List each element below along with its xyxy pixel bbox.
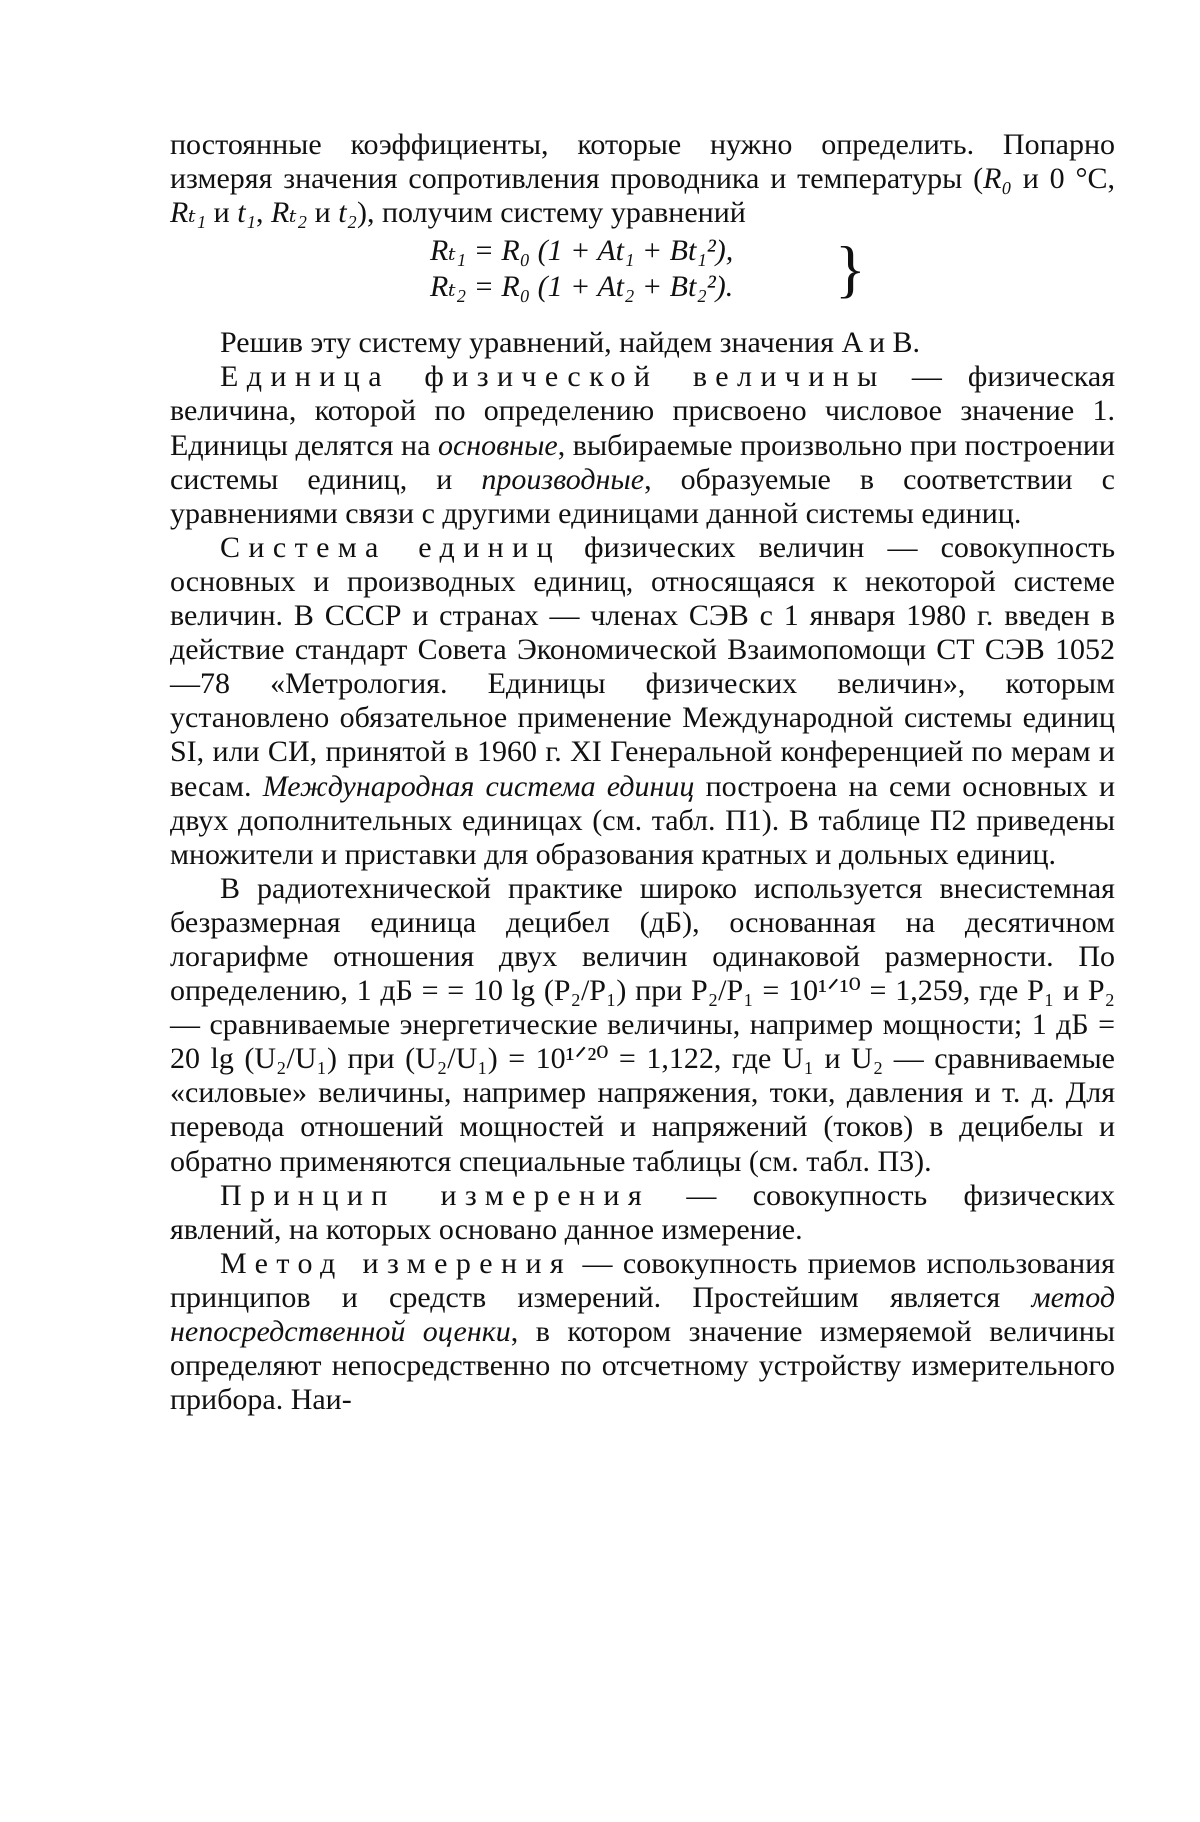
intro-line-3d: , xyxy=(255,196,271,230)
method-italic: метод непосредственной оценки xyxy=(170,1280,1115,1348)
unit-text-2: , выбираемые произвольно при построении системы единиц, и xyxy=(170,428,1115,496)
intro-line-3b: и 0 °С, xyxy=(1011,162,1115,196)
symbol-t1: t₁ xyxy=(237,196,256,230)
method-text: — совокупность приемов использования принципов и средств измерений. Простейшим является xyxy=(170,1246,1115,1314)
document-page xyxy=(170,128,1115,1417)
intro-paragraph xyxy=(170,128,1115,230)
intro-line-2: Попарно измеряя значения сопротивления проводника xyxy=(170,128,1115,196)
symbol-t2: t₂ xyxy=(338,196,357,230)
equation-system xyxy=(170,234,1115,312)
unit-text: — физическая величина, которой по определению присвоено числовое значение 1. Единицы делятся на xyxy=(170,360,1115,462)
method-term: Метод измерения xyxy=(220,1246,573,1280)
unit-term: Единица физической величины xyxy=(220,360,886,394)
equation-1: Rₜ₁ = R₀ (1 + At₁ + Bt₁²), xyxy=(430,234,734,268)
intro-line-1: постоянные коэффициенты, которые нужно определить. xyxy=(170,128,975,161)
unit-text-3: , образуемые в соответствии с уравнениями связи с другими единицами данной системы единиц. xyxy=(170,462,1115,530)
symbol-rt2: Rₜ₂ xyxy=(270,196,308,230)
intro-line-3f: ), получим систему xyxy=(356,196,604,230)
symbol-r0: R₀ xyxy=(983,162,1012,196)
solve-paragraph: Решив эту систему уравнений, найдем значения A и B. xyxy=(220,326,921,360)
right-brace-icon: } xyxy=(835,233,866,305)
system-text: физических величин — совокупность основных и производных единиц, относящаяся к некоторой системе величин. В СССР и странах — членах СЭВ с 1 января 1980 г. введен в действие стандарт Совета Экономической Взаимопомощи СТ СЭВ 1052—78 «Метрология. Единицы физических величин», которым установлено обязательное применение Международной системы единиц SI, или СИ, принятой в 1960 г. XI Генеральной конференцией по мерам и весам. xyxy=(170,530,1115,803)
principle-text: — совокупность физических явлений, на которых основано данное измерение. xyxy=(170,1178,1115,1246)
principle-paragraph xyxy=(170,1179,1115,1247)
system-term: Система единиц xyxy=(220,530,562,564)
system-text-2: построена на семи основных и двух дополнительных единицах (см. табл. П1). В таблице П2 приведены множители и приставки для образования кратных и дольных единиц. xyxy=(170,769,1115,871)
decibel-paragraph: В радиотехнической практике широко используется внесистемная безразмерная единица децибел (дБ), основанная на десятичном логарифме отношения двух величин одинаковой размерности. По определению, 1 дБ = = 10 lg (P₂/P₁) при P₂/P₁ = 10¹ᐟ¹⁰ = 1,259, где P₁ и P₂ — сравниваемые энергетические величины, например мощности; 1 дБ = 20 lg (U₂/U₁) при (U₂/U₁) = 10¹ᐟ²⁰ = 1,122, где U₁ и U₂ — сравниваемые «силовые» величины, например напряжения, токи, давления и т. д. Для перевода отношений мощностей и напряжений (токов) в децибелы и обратно применяются специальные таблицы (см. табл. П3). xyxy=(170,871,1116,1178)
method-text-2: , в котором значение измеряемой величины определяют непосредственно по отсчетному устройству измерительного прибора. Наи- xyxy=(170,1315,1115,1417)
system-paragraph xyxy=(170,531,1115,872)
equation-2: Rₜ₂ = R₀ (1 + At₂ + Bt₂²). xyxy=(430,270,734,304)
method-paragraph xyxy=(170,1247,1115,1417)
principle-term: Принцип измерения xyxy=(220,1178,651,1212)
unit-italic-derived: производные xyxy=(481,462,645,496)
unit-italic-basic: основные xyxy=(437,428,558,462)
intro-line-3a: и температуры ( xyxy=(770,162,984,196)
symbol-rt1: Rₜ₁ xyxy=(170,196,207,230)
system-italic-si: Международная система единиц xyxy=(262,769,695,803)
intro-line-3e: и xyxy=(307,196,339,230)
intro-line-3c: и xyxy=(206,196,238,230)
intro-line-4: уравнений xyxy=(610,196,746,230)
unit-paragraph xyxy=(170,360,1115,530)
